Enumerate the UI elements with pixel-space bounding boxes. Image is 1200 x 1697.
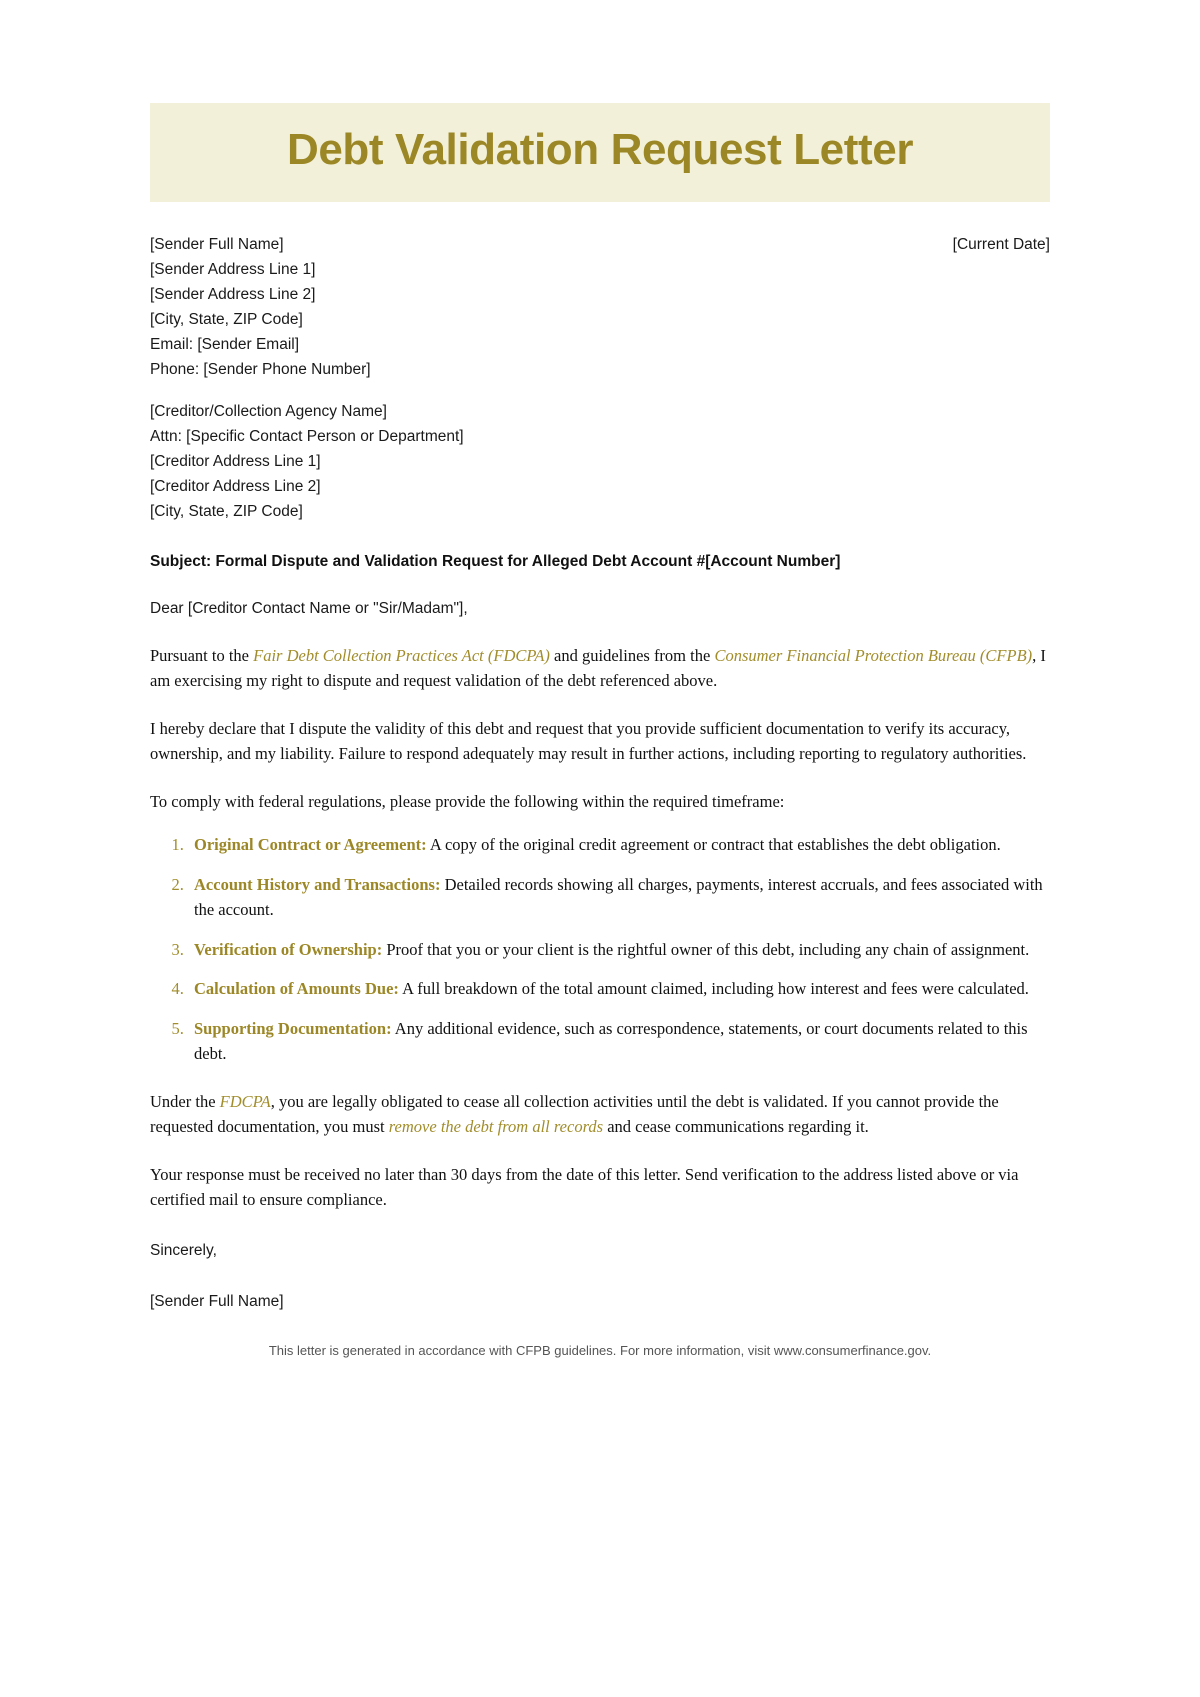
page-title: Debt Validation Request Letter <box>286 125 914 174</box>
recipient-attn: Attn: [Specific Contact Person or Department] <box>150 427 464 445</box>
paragraph-response-deadline: Your response must be received no later than 30 days from the date of this letter. Send verification to the address listed above or via certified mail to ensure compliance. <box>150 1164 1019 1210</box>
recipient-address-line-1: [Creditor Address Line 1] <box>150 452 321 470</box>
recipient-address-line-2: [Creditor Address Line 2] <box>150 477 321 495</box>
link-cfpb-full[interactable]: Consumer Financial Protection Bureau (CFPB) <box>714 645 1033 665</box>
requirement-label: Supporting Documentation: <box>194 1018 392 1038</box>
paragraph-4-part-1: Under the <box>150 1091 220 1111</box>
letter-date: [Current Date] <box>952 235 1050 253</box>
closing-salutation: Sincerely, <box>150 1241 217 1259</box>
signature-name: [Sender Full Name] <box>150 1292 284 1310</box>
link-fdcpa-full[interactable]: Fair Debt Collection Practices Act (FDCPA) <box>253 645 550 665</box>
paragraph-dispute-declaration: I hereby declare that I dispute the validity of this debt and request that you provide sufficient documentation to verify its accuracy, ownership, and my liability. Failure to respond adequately may result in further actions, including reporting to regulatory authorities. <box>150 718 1027 764</box>
paragraph-list-intro: To comply with federal regulations, please provide the following within the required timeframe: <box>150 791 785 811</box>
sender-address-line-1: [Sender Address Line 1] <box>150 260 316 278</box>
list-item <box>188 937 1050 963</box>
requirement-text: A full breakdown of the total amount claimed, including how interest and fees were calculated. <box>398 979 1029 999</box>
paragraph-4-part-2: , you are legally obligated to cease all collection activities until the debt is validated. If you cannot provide the requested documentation, you must <box>150 1091 999 1137</box>
sender-email: Email: [Sender Email] <box>150 335 300 353</box>
paragraph-legal-basis <box>150 643 1050 694</box>
requirement-label: Verification of Ownership: <box>194 939 383 959</box>
sender-phone: Phone: [Sender Phone Number] <box>150 360 371 378</box>
paragraph-1-part-2: and guidelines from the <box>549 645 715 665</box>
footer-note: This letter is generated in accordance with CFPB guidelines. For more information, visit www.consumerfinance.gov. <box>268 1342 932 1358</box>
subject-line: Subject: Formal Dispute and Validation Request for Alleged Debt Account #[Account Number] <box>150 552 841 570</box>
requirement-text: A copy of the original credit agreement or contract that establishes the debt obligation. <box>426 835 1001 855</box>
paragraph-cease-collection <box>150 1089 1050 1140</box>
requirement-text: Any additional evidence, such as correspondence, statements, or court documents related to this debt. <box>194 1018 1028 1064</box>
letter-content <box>150 0 1050 1361</box>
requirement-label: Original Contract or Agreement: <box>194 835 427 855</box>
title-banner <box>150 103 1050 202</box>
list-item <box>188 976 1050 1002</box>
paragraph-1-part-3: , I am exercising my right to dispute and request validation of the debt referenced above. <box>150 645 1046 691</box>
recipient-name: [Creditor/Collection Agency Name] <box>150 402 387 420</box>
letterhead-row <box>150 232 1050 382</box>
salutation: Dear [Creditor Contact Name or "Sir/Madam"], <box>150 599 468 617</box>
sender-address-line-2: [Sender Address Line 2] <box>150 285 316 303</box>
link-fdcpa-short[interactable]: FDCPA <box>219 1091 271 1111</box>
emphasis-remove-debt: remove the debt from all records <box>388 1117 604 1137</box>
recipient-address-block <box>150 399 1050 524</box>
requirement-label: Account History and Transactions: <box>194 874 441 894</box>
list-item <box>188 1016 1050 1067</box>
sender-name: [Sender Full Name] <box>150 235 284 253</box>
recipient-city-state-zip: [City, State, ZIP Code] <box>150 502 303 520</box>
list-item <box>188 872 1050 923</box>
requirements-list <box>150 832 1050 1067</box>
paragraph-1-part-1: Pursuant to the <box>150 645 254 665</box>
requirement-label: Calculation of Amounts Due: <box>194 979 399 999</box>
list-item <box>188 832 1050 858</box>
requirement-text: Proof that you or your client is the rightful owner of this debt, including any chain of assignment. <box>382 939 1030 959</box>
sender-city-state-zip: [City, State, ZIP Code] <box>150 310 303 328</box>
sender-address-block <box>150 232 371 382</box>
requirement-text: Detailed records showing all charges, payments, interest accruals, and fees associated with the account. <box>194 874 1043 920</box>
paragraph-4-part-3: and cease communications regarding it. <box>603 1117 869 1137</box>
